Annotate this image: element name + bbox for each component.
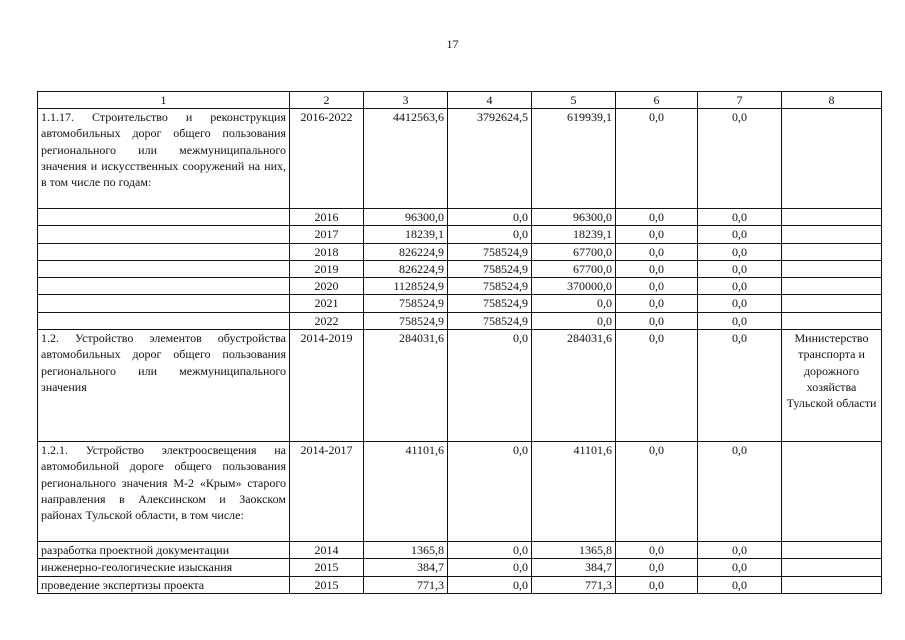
row-col7: 0,0 (698, 243, 782, 260)
row-responsible (782, 243, 882, 260)
row-description (38, 295, 290, 312)
table-row (38, 442, 882, 542)
row-period: 2015 (290, 576, 364, 593)
row-period: 2018 (290, 243, 364, 260)
table-row (38, 243, 882, 260)
row-col4: 758524,9 (448, 278, 532, 295)
row-total: 41101,6 (364, 442, 448, 542)
table-row (38, 330, 882, 442)
row-total: 771,3 (364, 576, 448, 593)
row-col5: 284031,6 (532, 330, 616, 442)
row-col5: 67700,0 (532, 260, 616, 277)
row-total: 284031,6 (364, 330, 448, 442)
row-col7: 0,0 (698, 542, 782, 559)
row-col4: 758524,9 (448, 243, 532, 260)
row-total: 4412563,6 (364, 109, 448, 209)
program-table (37, 91, 882, 594)
row-col6: 0,0 (616, 226, 698, 243)
row-responsible (782, 209, 882, 226)
row-col4: 0,0 (448, 209, 532, 226)
row-col5: 0,0 (532, 295, 616, 312)
row-col5: 41101,6 (532, 442, 616, 542)
row-col7: 0,0 (698, 442, 782, 542)
row-total: 384,7 (364, 559, 448, 576)
row-period: 2016 (290, 209, 364, 226)
row-col7: 0,0 (698, 260, 782, 277)
row-total: 1365,8 (364, 542, 448, 559)
row-col6: 0,0 (616, 542, 698, 559)
column-header: 4 (448, 92, 532, 109)
column-header: 5 (532, 92, 616, 109)
row-col5: 96300,0 (532, 209, 616, 226)
row-period: 2014 (290, 542, 364, 559)
row-period: 2022 (290, 312, 364, 329)
row-responsible (782, 260, 882, 277)
row-col4: 0,0 (448, 559, 532, 576)
row-col4: 0,0 (448, 442, 532, 542)
row-total: 826224,9 (364, 260, 448, 277)
table-header-row (38, 92, 882, 109)
row-responsible: Министерство транспорта и дорожного хозяйства Тульской области (782, 330, 882, 442)
row-responsible (782, 442, 882, 542)
column-header: 6 (616, 92, 698, 109)
table-row (38, 295, 882, 312)
table-row (38, 226, 882, 243)
row-col4: 758524,9 (448, 260, 532, 277)
row-responsible (782, 312, 882, 329)
row-col6: 0,0 (616, 243, 698, 260)
row-description (38, 209, 290, 226)
row-description (38, 278, 290, 295)
row-period: 2017 (290, 226, 364, 243)
column-header: 8 (782, 92, 882, 109)
row-total: 758524,9 (364, 295, 448, 312)
row-col5: 370000,0 (532, 278, 616, 295)
row-responsible (782, 278, 882, 295)
row-description (38, 226, 290, 243)
row-col4: 758524,9 (448, 295, 532, 312)
row-description: проведение экспертизы проекта (38, 576, 290, 593)
table-row (38, 209, 882, 226)
row-col6: 0,0 (616, 559, 698, 576)
row-total: 96300,0 (364, 209, 448, 226)
row-responsible (782, 542, 882, 559)
row-description: 1.2. Устройство элементов обустройства автомобильных дорог общего пользования регионального или межмуниципального значения (38, 330, 290, 442)
row-description: 1.1.17. Строительство и реконструкция автомобильных дорог общего пользования регионального или межмуниципального значения и искусственных сооружений на них, в том числе по годам: (38, 109, 290, 209)
row-col4: 758524,9 (448, 312, 532, 329)
table-row (38, 109, 882, 209)
row-col6: 0,0 (616, 330, 698, 442)
row-col6: 0,0 (616, 576, 698, 593)
table-row (38, 312, 882, 329)
row-description (38, 260, 290, 277)
row-col7: 0,0 (698, 576, 782, 593)
row-period: 2020 (290, 278, 364, 295)
row-period: 2016-2022 (290, 109, 364, 209)
row-col7: 0,0 (698, 559, 782, 576)
row-col4: 0,0 (448, 330, 532, 442)
row-col4: 3792624,5 (448, 109, 532, 209)
column-header: 3 (364, 92, 448, 109)
row-col7: 0,0 (698, 312, 782, 329)
row-col5: 619939,1 (532, 109, 616, 209)
column-header: 1 (38, 92, 290, 109)
column-header: 7 (698, 92, 782, 109)
row-col5: 384,7 (532, 559, 616, 576)
row-col7: 0,0 (698, 226, 782, 243)
row-period: 2019 (290, 260, 364, 277)
row-total: 758524,9 (364, 312, 448, 329)
row-col7: 0,0 (698, 278, 782, 295)
table-row (38, 559, 882, 576)
row-col7: 0,0 (698, 209, 782, 226)
row-description: 1.2.1. Устройство электроосвещения на автомобильной дороге общего пользования регионального значения М-2 «Крым» старого направления в Алексинском и Заокском районах Тульской области, в том числе: (38, 442, 290, 542)
table-row (38, 542, 882, 559)
row-responsible (782, 559, 882, 576)
row-responsible (782, 295, 882, 312)
column-header: 2 (290, 92, 364, 109)
row-col4: 0,0 (448, 226, 532, 243)
row-col6: 0,0 (616, 312, 698, 329)
row-col5: 67700,0 (532, 243, 616, 260)
row-description: инженерно-геологические изыскания (38, 559, 290, 576)
row-description: разработка проектной документации (38, 542, 290, 559)
row-description (38, 243, 290, 260)
row-col6: 0,0 (616, 209, 698, 226)
row-col6: 0,0 (616, 109, 698, 209)
row-total: 1128524,9 (364, 278, 448, 295)
row-col6: 0,0 (616, 278, 698, 295)
table-row (38, 576, 882, 593)
row-col5: 0,0 (532, 312, 616, 329)
row-col7: 0,0 (698, 330, 782, 442)
row-col6: 0,0 (616, 260, 698, 277)
row-col4: 0,0 (448, 542, 532, 559)
row-col7: 0,0 (698, 295, 782, 312)
row-total: 826224,9 (364, 243, 448, 260)
page-number: 17 (446, 37, 459, 51)
row-responsible (782, 109, 882, 209)
row-col5: 771,3 (532, 576, 616, 593)
row-description (38, 312, 290, 329)
row-col6: 0,0 (616, 295, 698, 312)
table-row (38, 260, 882, 277)
row-responsible (782, 576, 882, 593)
row-col6: 0,0 (616, 442, 698, 542)
row-col5: 1365,8 (532, 542, 616, 559)
row-period: 2015 (290, 559, 364, 576)
row-col5: 18239,1 (532, 226, 616, 243)
row-period: 2014-2017 (290, 442, 364, 542)
row-col7: 0,0 (698, 109, 782, 209)
row-period: 2021 (290, 295, 364, 312)
row-col4: 0,0 (448, 576, 532, 593)
table-row (38, 278, 882, 295)
row-total: 18239,1 (364, 226, 448, 243)
row-period: 2014-2019 (290, 330, 364, 442)
row-responsible (782, 226, 882, 243)
